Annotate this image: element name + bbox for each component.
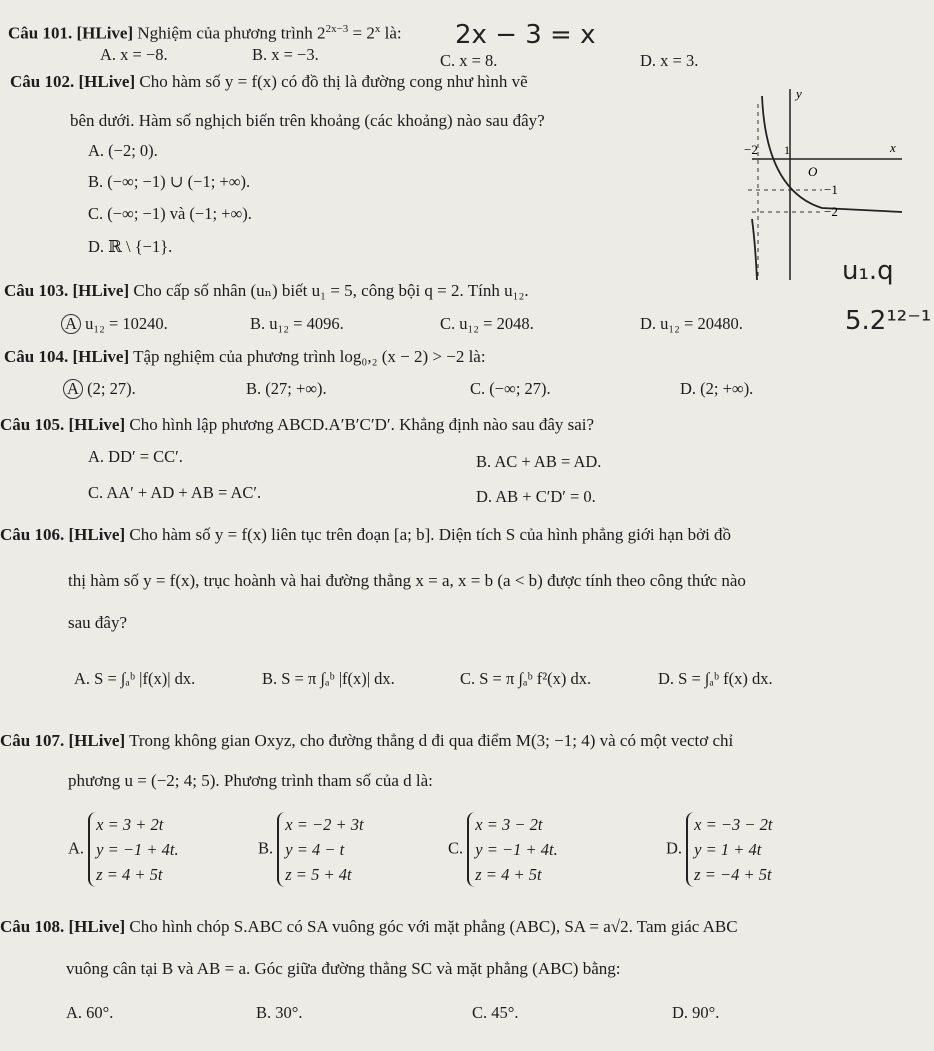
function-graph (744, 84, 932, 284)
graph-label-x: x (890, 140, 896, 155)
question-101: Câu 101. [HLive] Nghiệm của phương trình $2^{2x-3} = 2^x$ là: (8, 23, 402, 43)
q104-option-b[interactable]: B. (27; +∞). (246, 379, 327, 398)
question-104: Câu 104. [HLive] Tập nghiệm của phương trình log₀,₂ (x − 2) > −2 là: (4, 347, 486, 366)
q107-option-d-system: x = −3 − 2t y = 1 + 4t z = −4 + 5t (686, 812, 772, 887)
q103-option-a-circled-letter: A (61, 314, 81, 334)
q103-option-c[interactable]: C. u₁₂ = 2048. (440, 314, 534, 333)
q108-option-c[interactable]: C. 45°. (472, 1003, 519, 1022)
q104-option-a-circled-letter: A (63, 379, 83, 399)
graph-label-minus1: −1 (824, 182, 838, 197)
question-102-title: Câu 102. [HLive] (10, 72, 136, 91)
question-104-title: Câu 104. [HLive] (4, 347, 130, 366)
question-106-stem-line3: sau đây? (68, 613, 128, 632)
graph-curve-left (752, 219, 757, 280)
question-103: Câu 103. [HLive] Cho cấp số nhân (uₙ) biết u₁ = 5, công bội q = 2. Tính u₁₂. (4, 281, 529, 300)
q103-option-b[interactable]: B. u₁₂ = 4096. (250, 314, 344, 333)
q105-option-c[interactable]: C. AA′ + AD + AB = AC′. (88, 483, 262, 502)
q104-option-d[interactable]: D. (2; +∞). (680, 379, 754, 398)
q101-option-b[interactable]: B. x = −3. (252, 45, 319, 64)
question-106-stem-line2: thị hàm số y = f(x), trục hoành và hai đường thẳng x = a, x = b (a < b) được tính theo công thức nào (68, 571, 746, 590)
graph-label-one: 1 (784, 143, 790, 157)
q106-option-c[interactable]: C. S = π ∫ₐᵇ f²(x) dx. (460, 669, 592, 688)
q107-option-b-system: x = −2 + 3t y = 4 − t z = 5 + 4t (277, 812, 363, 887)
graph-label-y: y (796, 86, 802, 101)
q106-option-b[interactable]: B. S = π ∫ₐᵇ |f(x)| dx. (262, 669, 395, 688)
q106-option-d[interactable]: D. S = ∫ₐᵇ f(x) dx. (658, 669, 773, 688)
question-106-title: Câu 106. [HLive] (0, 525, 126, 544)
q104-option-c[interactable]: C. (−∞; 27). (470, 379, 551, 398)
question-101-stem: Nghiệm của phương trình 2 (137, 23, 326, 43)
q108-option-d[interactable]: D. 90°. (672, 1003, 720, 1022)
question-108-stem-line2: vuông cân tại B và AB = a. Góc giữa đường thẳng SC và mặt phẳng (ABC) bằng: (66, 959, 621, 978)
graph-label-origin: O (808, 164, 818, 179)
q107-option-c-system: x = 3 − 2t y = −1 + 4t. z = 4 + 5t (467, 812, 557, 887)
q107-option-a-system: x = 3 + 2t y = −1 + 4t. z = 4 + 5t (88, 812, 178, 887)
q107-option-d[interactable]: D. x = −3 − 2t y = 1 + 4t z = −4 + 5t (666, 812, 772, 887)
q106-option-a[interactable]: A. S = ∫ₐᵇ |f(x)| dx. (74, 669, 196, 688)
graph-label-x-minus2: −2 (744, 142, 758, 157)
q108-option-b[interactable]: B. 30°. (256, 1003, 303, 1022)
question-102: Câu 102. [HLive] Cho hàm số y = f(x) có đồ thị là đường cong như hình vẽ (10, 72, 528, 91)
question-105: Câu 105. [HLive] Cho hình lập phương ABCD.A′B′C′D′. Khẳng định nào sau đây sai? (0, 415, 595, 434)
q107-option-c[interactable]: C. x = 3 − 2t y = −1 + 4t. z = 4 + 5t (448, 812, 558, 887)
question-105-title: Câu 105. [HLive] (0, 415, 126, 434)
question-102-stem-line2: bên dưới. Hàm số nghịch biến trên khoảng (các khoảng) nào sau đây? (70, 111, 545, 130)
q102-option-a[interactable]: A. (−2; 0). (88, 141, 158, 160)
q103-option-d[interactable]: D. u₁₂ = 20480. (640, 314, 743, 333)
question-107-title: Câu 107. [HLive] (0, 731, 126, 750)
q105-option-b[interactable]: B. AC + AB = AD. (476, 452, 602, 471)
question-107: Câu 107. [HLive] Trong không gian Oxyz, cho đường thẳng d đi qua điểm M(3; −1; 4) và có một vectơ chỉ (0, 731, 734, 750)
question-103-title: Câu 103. [HLive] (4, 281, 130, 300)
question-108-title: Câu 108. [HLive] (0, 917, 126, 936)
q103-option-a[interactable]: A u₁₂ = 10240. (64, 313, 168, 335)
q102-option-d[interactable]: D. ℝ \ {−1}. (88, 237, 173, 256)
q105-option-a[interactable]: A. DD′ = CC′. (88, 447, 183, 466)
handwriting-103: 5.2¹²⁻¹ (845, 306, 932, 336)
question-107-stem-line2: phương u = (−2; 4; 5). Phương trình tham số của d là: (68, 771, 433, 790)
question-106: Câu 106. [HLive] Cho hàm số y = f(x) liên tục trên đoạn [a; b]. Diện tích S của hình phẳng giới hạn bởi đồ (0, 525, 732, 544)
graph-label-y-minus2: −2 (824, 204, 838, 219)
q104-option-a[interactable]: A (2; 27). (66, 378, 136, 400)
q105-option-d[interactable]: D. AB + C′D′ = 0. (476, 487, 596, 506)
question-101-title: Câu 101. [HLive] (8, 23, 134, 43)
q107-option-a[interactable]: A. x = 3 + 2t y = −1 + 4t. z = 4 + 5t (68, 812, 179, 887)
q108-option-a[interactable]: A. 60°. (66, 1003, 114, 1022)
q101-option-a[interactable]: A. x = −8. (100, 45, 168, 64)
q107-option-b[interactable]: B. x = −2 + 3t y = 4 − t z = 5 + 4t (258, 812, 364, 887)
handwriting-101: 2x − 3 = x (455, 20, 596, 50)
question-108: Câu 108. [HLive] Cho hình chóp S.ABC có SA vuông góc với mặt phẳng (ABC), SA = a√2. Tam giác ABC (0, 917, 738, 936)
q102-option-c[interactable]: C. (−∞; −1) và (−1; +∞). (88, 204, 252, 223)
q101-option-c[interactable]: C. x = 8. (440, 51, 498, 70)
q101-option-d[interactable]: D. x = 3. (640, 51, 699, 70)
q102-option-b[interactable]: B. (−∞; −1) ∪ (−1; +∞). (88, 172, 251, 191)
handwriting-102: u₁.q (842, 256, 894, 286)
